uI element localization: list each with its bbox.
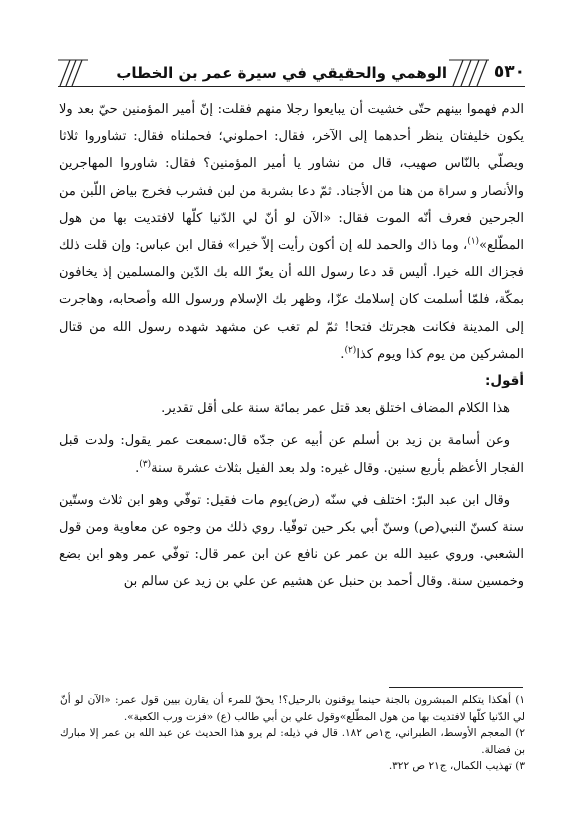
footnote-ref: (٣) xyxy=(139,459,152,470)
paragraph-text: وعن أسامة بن زيد بن أسلم عن أبيه عن جدّه قال:سمعت عمر يقول: ولدت قبل الفجار الأعظم بأربع سنين. وقال غيره: ولد بعد الفيل بثلاث عشرة سنة xyxy=(59,433,524,476)
footnote-divider xyxy=(389,687,523,688)
paragraph xyxy=(59,427,524,481)
footnote: ١) أهكذا يتكلم المبشرون بالجنة حينما يوقنون بالرحيل؟! يحقّ للمرء أن يقارن بيين قول عمر: «الآن لو أنّ لي الدّنيا كلّها لافتديت بها من هول المطّلع»وقول علي بن أبي طالب (ع) «فزت ورب الكعبة». xyxy=(60,694,525,723)
running-header xyxy=(58,58,525,88)
page-number: ٥٣٠ xyxy=(493,62,525,82)
paragraph-text: . xyxy=(135,460,140,476)
footnote: ٣) تهذيب الكمال، ج٢١ ص ٣٢٢. xyxy=(388,760,525,772)
footnotes xyxy=(60,692,525,775)
footnote: ٢) المعجم الأوسط، الطبراني، ج١ص ١٨٢. قال في ذيله: لم يرو هذا الحديث عن عبد الله بن عمر إلا مبارك بن فضالة. xyxy=(60,727,526,756)
paragraph: هذا الكلام المضاف اختلق بعد قتل عمر بمائة سنة على أقل تقدير. xyxy=(161,401,510,417)
header-ornament-left xyxy=(58,58,88,86)
paragraph-text: . xyxy=(340,346,345,362)
body-text xyxy=(59,96,524,596)
running-title: الوهمي والحقيقي في سيرة عمر بن الخطاب xyxy=(116,64,447,82)
paragraph: وقال ابن عبد البرّ: اختلف في سنّه (رض)يوم مات فقيل: توفّي وهو ابن ثلاث وستّين سنة كسنّ النبي(ص) وسنّ أبي بكر حين توفّيا. روي ذلك من وجوه عن معاوية ومن قول الشعبي. وروي عبيد الله بن عمر عن نافع عن ابن عمر قال: توفّي عمر وهو ابن بضع وخمسين سنة. وقال أحمد بن حنبل عن هشيم عن علي بن زيد عن سالم بن xyxy=(59,492,524,590)
footnote-ref: (١) xyxy=(467,236,480,247)
header-rule xyxy=(58,86,525,87)
paragraph-text: ، وما ذاك والحمد لله إن أكون رأيت إلاّ خيرا» فقال ابن عباس: وإن قلت ذلك فجزاك الله خيرا. أليس قد دعا رسول الله أن يعزّ الله بك الدّين والمسلمين إذ يخافون بمكّة، فلمّا أسلمت كان إسلامك عزّا، وظهر بك الإسلام ورسول الله وأصحابه، وهاجرت إلى المدينة فكانت هجرتك فتحا! ثمّ لم تغب عن مشهد شهده رسول الله من قتال المشركين من يوم كذا ويوم كذا xyxy=(59,238,524,362)
section-heading: أقول: xyxy=(484,373,524,390)
paragraph-text: الدم فهموا بينهم حتّى خشيت أن يبايعوا رجلا منهم فقلت: إنّ أمير المؤمنين حيّ بعد ولا يكون خليفتان ينظر أحدهما إلى الآخر، فقال: احملوني؛ فحملناه فقال: تشاوروا ثلاثا ويصلّي بالنّاس صهيب، قال من نشاور يا أمير المؤمنين؟ فقال: شاوروا المهاجرين والأنصار و سراة من هنا من الأجناد. ثمّ دعا بشربة من لبن فشرب فخرج بياض اللّبن من الجرحين فعرف أنّه الموت فقال: «الآن لو أنّ لي الدّنيا كلّها لافتديت بها من هول المطّلع» xyxy=(59,102,524,254)
header-ornament-right xyxy=(449,58,489,86)
paragraph xyxy=(59,96,524,368)
footnote-ref: (٢) xyxy=(344,345,357,356)
